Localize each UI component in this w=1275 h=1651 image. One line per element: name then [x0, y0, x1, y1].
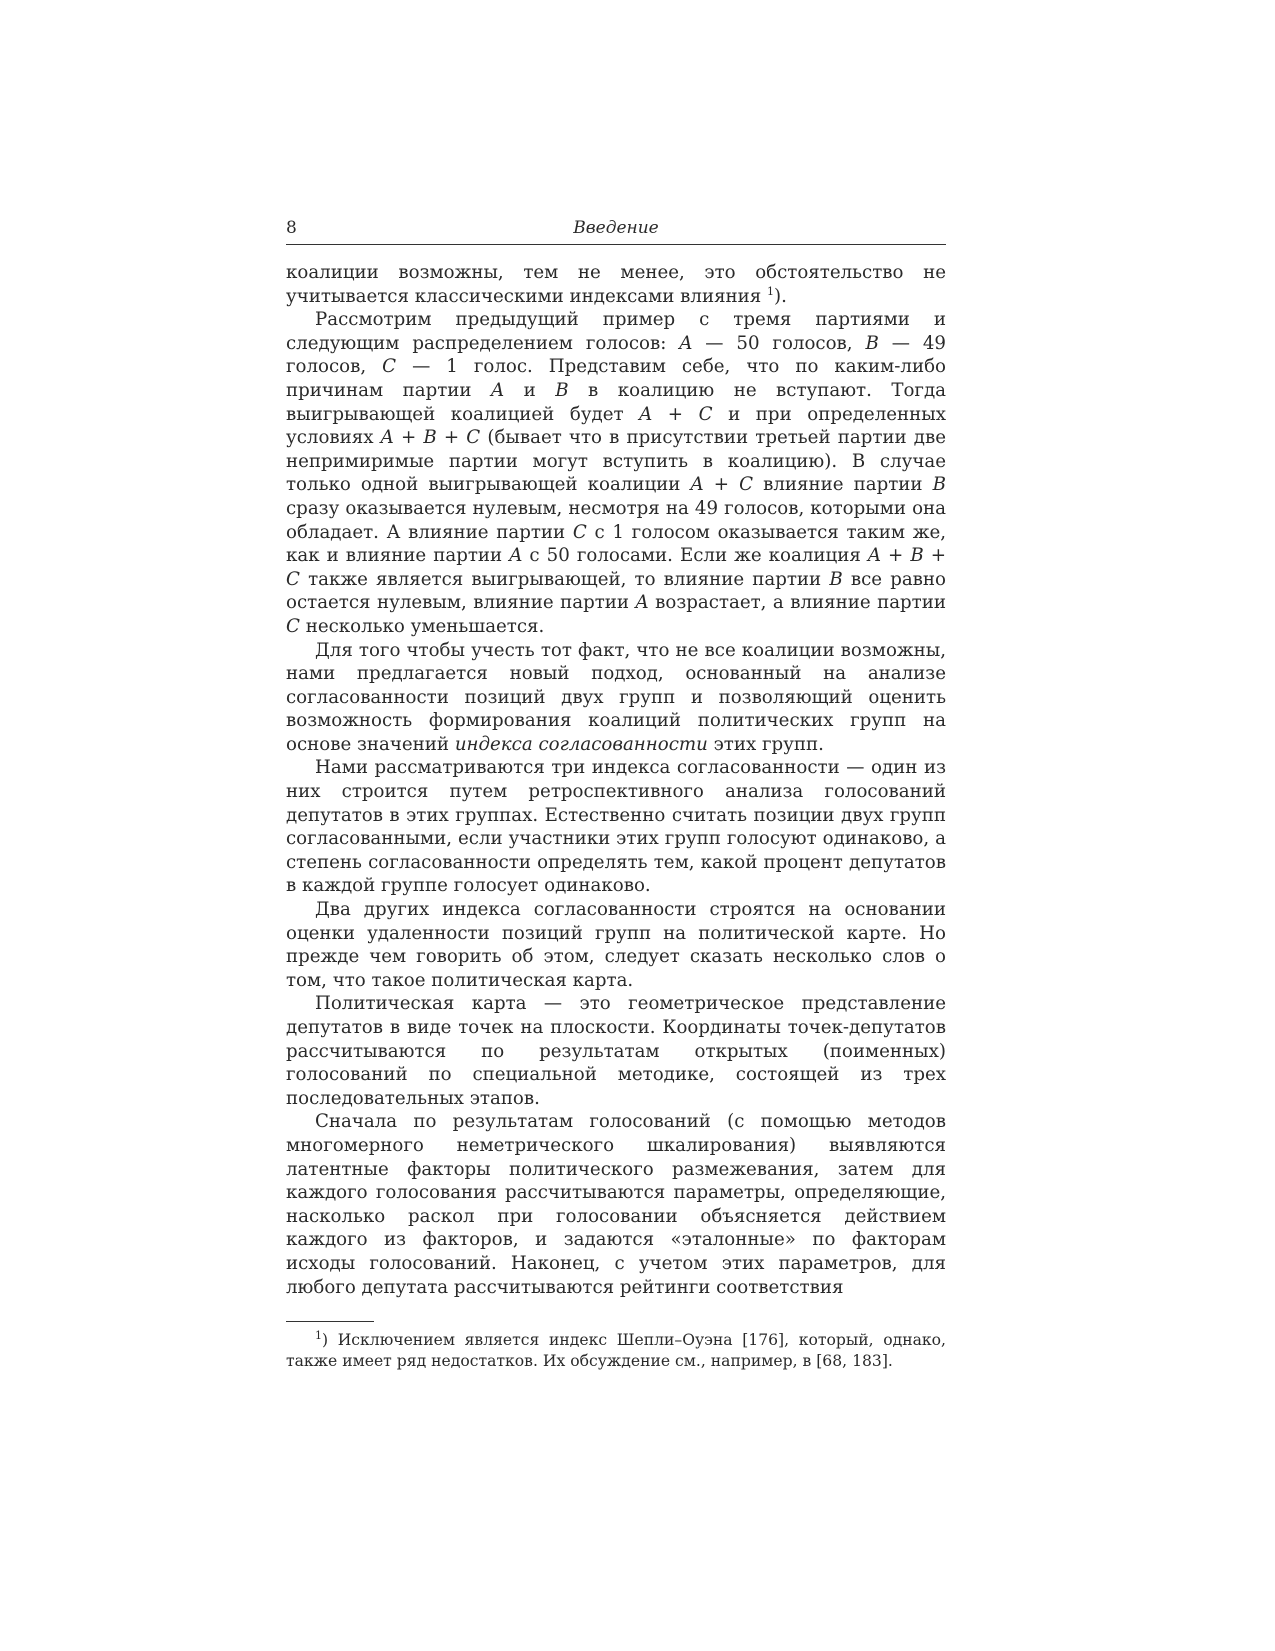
running-title: Введение [573, 218, 659, 238]
running-head [286, 218, 946, 245]
footnote-ref[interactable]: 1 [767, 284, 775, 298]
paragraph-4: Нами рассматриваются три индекса согласованности — один из них строится путем ретроспективного анализа голосований депутатов в этих группах. Естественно считать позиции двух групп согласованными, если участники этих групп голосуют одинаково, а степень согласованности определять тем, какой процент депутатов в каждой группе голосует одинаково. [286, 757, 946, 897]
footnote-mark: 1 [315, 1328, 322, 1342]
footnote-rule [286, 1321, 374, 1322]
footnote: $^1$) Исключением является индекс Шепли–Оуэна [176], который, однако, также имеет ряд недостатков. Их обсуждение см., например, в [68, 183]. [286, 1328, 946, 1371]
paragraph-7: Сначала по результатам голосований (с помощью методов многомерного неметрического шкалирования) выявляются латентные факторы политического размежевания, затем для каждого голосования рассчитываются параметры, определяющие, насколько раскол при голосовании объясняется действием каждого из факторов, и задаются «эталонные» по факторам исходы голосований. Наконец, с учетом этих параметров, для любого депутата рассчитываются рейтинги соответствия [286, 1111, 946, 1298]
paragraph-1: коалиции возможны, тем не менее, это обстоятельство не учитывается классическими индексами влияния $^1$). [286, 262, 946, 307]
emphasis: индекса согласованности [454, 733, 708, 755]
page-number: 8 [286, 218, 297, 238]
paragraph-2: Рассмотрим предыдущий пример с тремя партиями и следующим распределением голосов: A — 50 голосов, B — 49 голосов, C — 1 голос. Представим себе, что по каким-либо причинам партии A и B в коалицию не вступают. Тогда выигрывающей коалицией будет A + C и при определенных условиях A + B + C (бывает что в присутствии третьей партии две непримиримые партии могут вступить в коалицию). В случае только одной выигрывающей коалиции A + C влияние партии B сразу оказывается нулевым, несмотря на 49 голосов, которыми она обладает. А влияние партии C с 1 голосом оказывается таким же, как и влияние партии A с 50 голосами. Если же коалиция A + B + C также является выигрывающей, то влияние партии B все равно остается нулевым, влияние партии A возрастает, а влияние партии C несколько уменьшается. [286, 309, 947, 637]
page [286, 218, 946, 1372]
paragraph-5: Два других индекса согласованности строятся на основании оценки удаленности позиций групп на политической карте. Но прежде чем говорить об этом, следует сказать несколько слов о том, что такое политическая карта. [286, 899, 946, 991]
paragraph-6: Политическая карта — это геометрическое представление депутатов в виде точек на плоскости. Координаты точек-депутатов рассчитываются по результатам открытых (поименных) голосований по специальной методике, состоящей из трех последовательных этапов. [286, 993, 946, 1109]
body-text [286, 261, 946, 1299]
paragraph-3: Для того чтобы учесть тот факт, что не все коалиции возможны, нами предлагается новый подход, основанный на анализе согласованности позиций двух групп и позволяющий оценить возможность формирования коалиций политических групп на основе значений индекса согласованности этих групп. [286, 639, 946, 755]
